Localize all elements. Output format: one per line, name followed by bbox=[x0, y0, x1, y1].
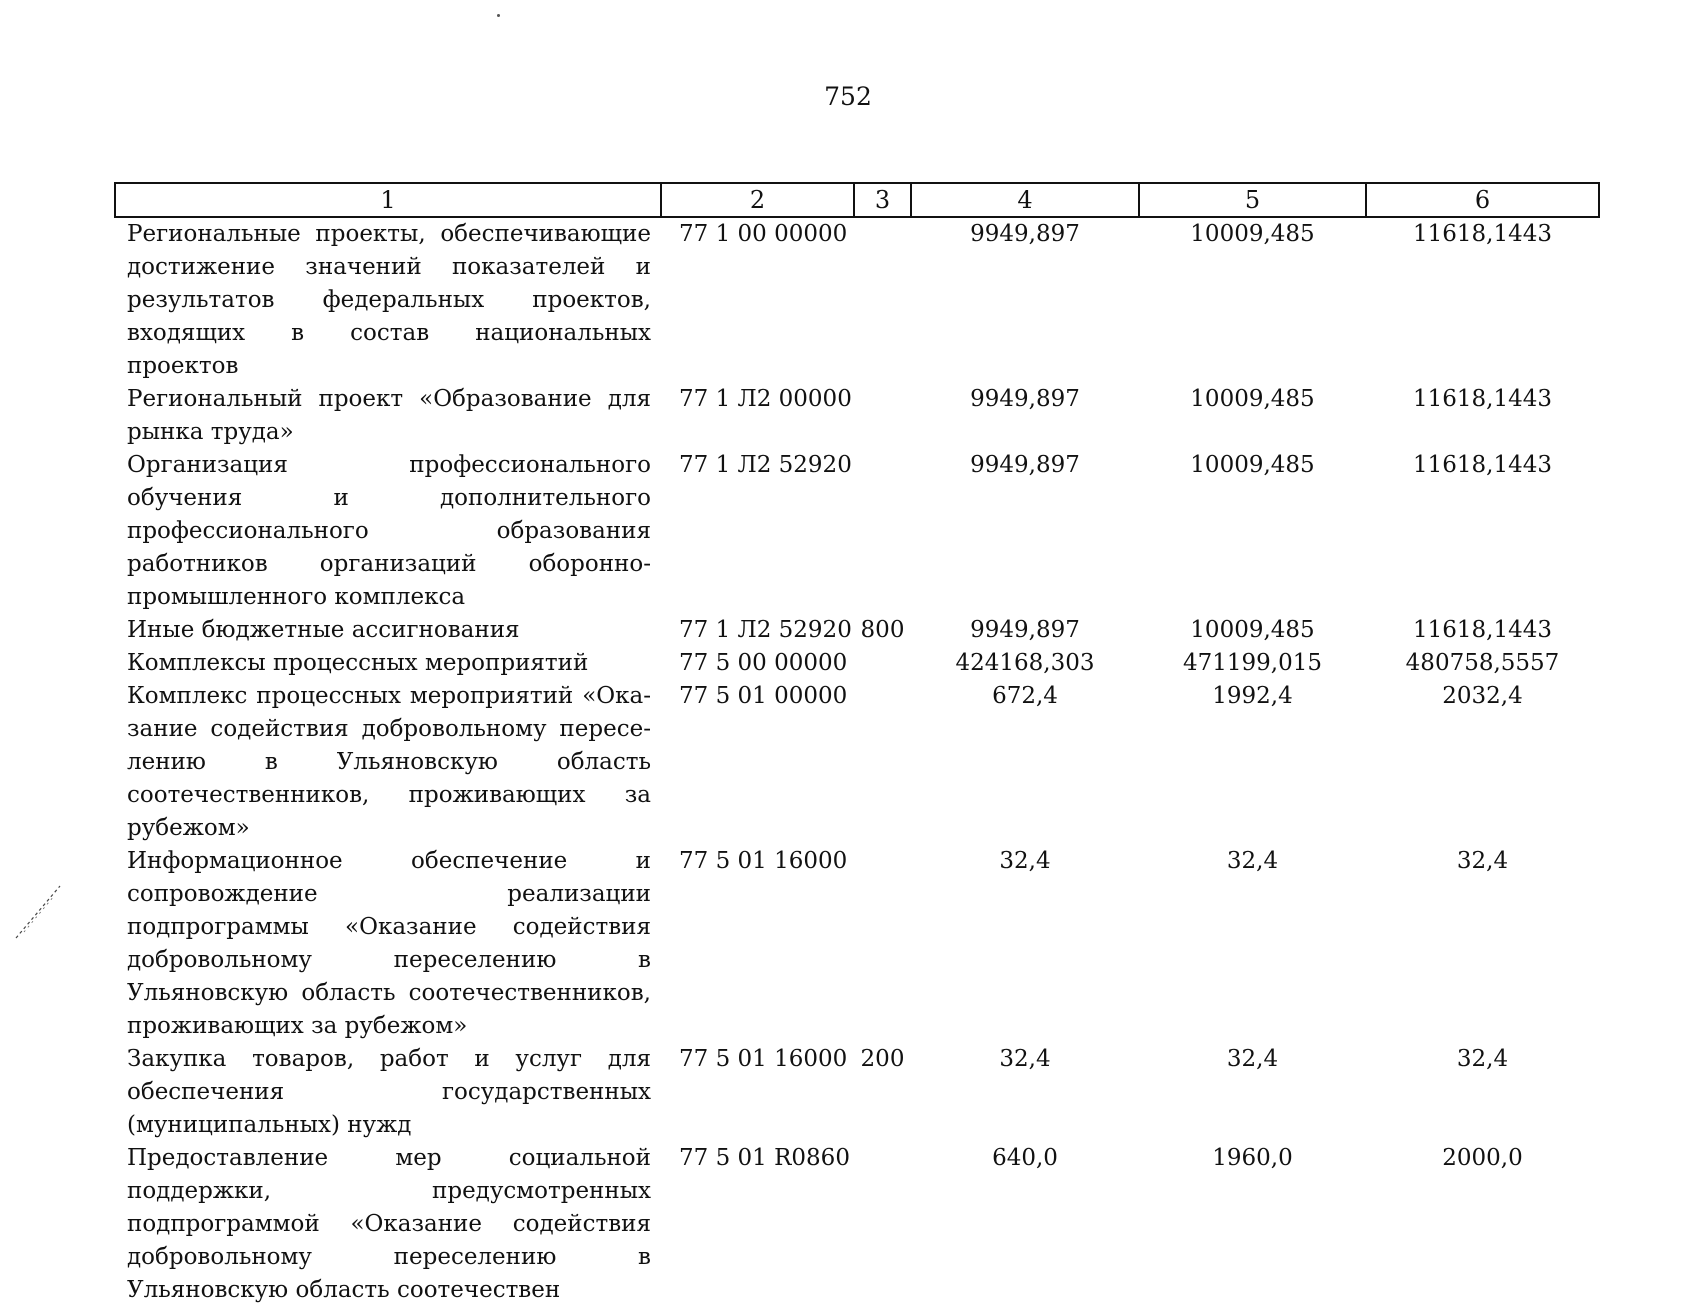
row-name: Предоставление мер социальной поддержки, предусмотренных подпрограммой «Оказание содействия добровольному переселению в Ульяновскую область соотечествен bbox=[127, 1145, 651, 1303]
row-value-1: 9949,897 bbox=[970, 221, 1080, 247]
row-value-2: 10009,485 bbox=[1190, 386, 1315, 412]
row-value-3: 32,4 bbox=[1456, 848, 1509, 874]
row-code: 77 1 00 00000 bbox=[679, 221, 848, 247]
row-expense-type bbox=[854, 680, 911, 845]
row-expense-type bbox=[854, 449, 911, 614]
page-number: 752 bbox=[824, 82, 872, 111]
row-name: Региональный проект «Образование для рынка труда» bbox=[127, 386, 651, 445]
table-row bbox=[115, 647, 1599, 680]
table-row bbox=[115, 217, 1599, 383]
row-code: 77 5 01 16000 bbox=[679, 1046, 848, 1072]
row-code: 77 5 01 00000 bbox=[679, 683, 848, 709]
table-row bbox=[115, 614, 1599, 647]
row-value-1: 424168,303 bbox=[955, 650, 1095, 676]
row-expense-type: 200 bbox=[860, 1046, 905, 1072]
row-value-1: 672,4 bbox=[992, 683, 1058, 709]
row-name: Региональные проекты, обеспечивающие достижение значений показателей и результатов федеральных проектов, входящих в состав национальных проектов bbox=[127, 221, 651, 379]
row-value-3: 11618,1443 bbox=[1412, 386, 1552, 412]
column-header: 4 bbox=[911, 183, 1139, 217]
row-name: Иные бюджетные ассигнования bbox=[127, 617, 520, 643]
row-value-3: 2032,4 bbox=[1442, 683, 1523, 709]
row-name: Организация профессионального обучения и дополнительного профессионального образования работников организаций оборонно-промышленного комплекса bbox=[127, 452, 651, 610]
row-name: Информационное обеспечение и сопровождение реализации подпрограммы «Оказание содействия добровольному переселению в Ульяновскую область соотечественников, проживающих за рубежом» bbox=[127, 848, 651, 1039]
row-value-1: 9949,897 bbox=[970, 617, 1080, 643]
row-value-2: 1992,4 bbox=[1212, 683, 1293, 709]
row-value-1: 32,4 bbox=[999, 848, 1051, 874]
column-header: 6 bbox=[1366, 183, 1599, 217]
row-expense-type bbox=[854, 1142, 911, 1307]
row-value-2: 471199,015 bbox=[1182, 650, 1322, 676]
column-header: 1 bbox=[115, 183, 661, 217]
row-code: 77 1 Л2 00000 bbox=[679, 386, 852, 412]
row-name: Комплексы процессных мероприятий bbox=[127, 650, 589, 676]
row-value-3: 11618,1443 bbox=[1412, 221, 1552, 247]
row-code: 77 5 01 R0860 bbox=[679, 1145, 850, 1171]
row-expense-type bbox=[854, 383, 911, 449]
row-name: Комплекс процессных мероприятий «Оказание содействия добровольному переселению в Ульяновскую область соотечественников, проживающих за рубежом» bbox=[127, 683, 651, 841]
row-value-3: 11618,1443 bbox=[1412, 617, 1552, 643]
row-code: 77 1 Л2 52920 bbox=[679, 452, 852, 478]
row-value-2: 10009,485 bbox=[1190, 221, 1315, 247]
row-code: 77 1 Л2 52920 bbox=[679, 617, 852, 643]
column-header: 3 bbox=[854, 183, 911, 217]
row-value-1: 32,4 bbox=[999, 1046, 1051, 1072]
table-row bbox=[115, 449, 1599, 614]
row-name: Закупка товаров, работ и услуг для обеспечения государственных (муниципальных) нужд bbox=[127, 1046, 651, 1138]
row-value-2: 10009,485 bbox=[1190, 452, 1315, 478]
row-expense-type bbox=[854, 845, 911, 1043]
table-row bbox=[115, 845, 1599, 1043]
scan-artifact-icon bbox=[14, 880, 62, 940]
row-code: 77 5 00 00000 bbox=[679, 650, 848, 676]
row-value-2: 32,4 bbox=[1226, 848, 1279, 874]
row-value-3: 11618,1443 bbox=[1412, 452, 1552, 478]
table-row bbox=[115, 680, 1599, 845]
table-header-row bbox=[115, 183, 1599, 217]
row-value-1: 640,0 bbox=[992, 1145, 1058, 1171]
row-value-3: 2000,0 bbox=[1442, 1145, 1523, 1171]
row-code: 77 5 01 16000 bbox=[679, 848, 848, 874]
scan-speck bbox=[497, 14, 500, 17]
row-expense-type: 800 bbox=[860, 617, 905, 643]
table-row bbox=[115, 1043, 1599, 1142]
column-header: 2 bbox=[661, 183, 854, 217]
row-value-1: 9949,897 bbox=[970, 452, 1080, 478]
table-row bbox=[115, 1142, 1599, 1307]
column-header: 5 bbox=[1139, 183, 1366, 217]
budget-table bbox=[114, 182, 1600, 1307]
row-value-3: 480758,5557 bbox=[1405, 650, 1560, 676]
row-value-2: 10009,485 bbox=[1190, 617, 1315, 643]
table-row bbox=[115, 383, 1599, 449]
row-value-2: 1960,0 bbox=[1212, 1145, 1293, 1171]
row-value-2: 32,4 bbox=[1226, 1046, 1279, 1072]
row-value-1: 9949,897 bbox=[970, 386, 1080, 412]
row-value-3: 32,4 bbox=[1456, 1046, 1509, 1072]
row-expense-type bbox=[854, 217, 911, 383]
row-expense-type bbox=[854, 647, 911, 680]
